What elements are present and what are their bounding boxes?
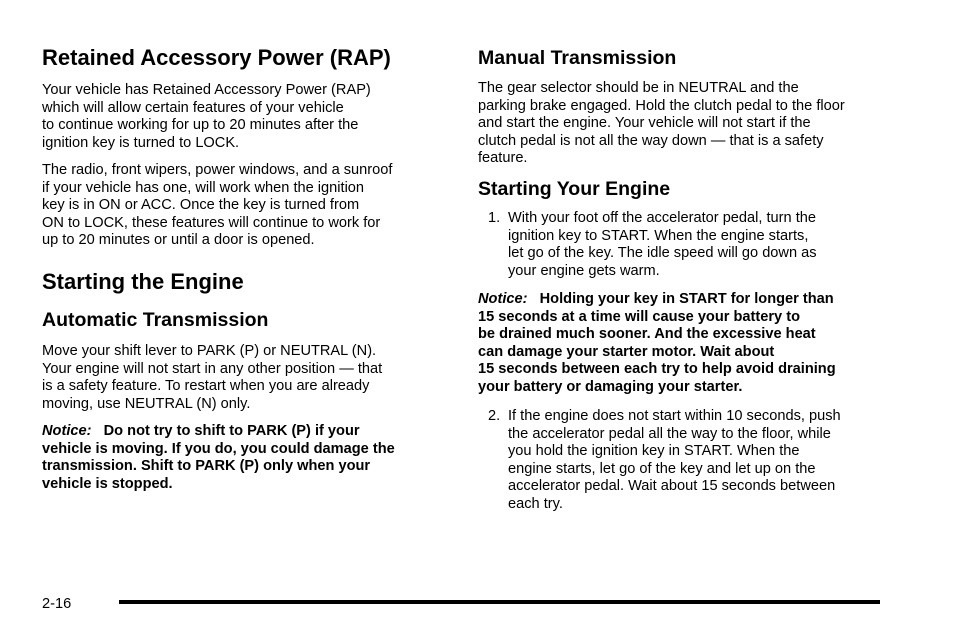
text-line: be drained much sooner. And the excessive heat [478,326,816,343]
text-line: 15 seconds between each try to help avoid draining [478,361,836,378]
text-line: Your engine will not start in any other position — that [42,360,383,377]
text-line: if your vehicle has one, will work when the ignition [42,179,365,196]
text-line [478,291,836,309]
text-line: can damage your starter motor. Wait about [478,343,775,360]
text-line: ignition key is turned to LOCK. [42,134,240,151]
starting-notice [478,291,836,397]
step-number: 1. [488,210,501,226]
text-line: let go of the key. The idle speed will go down as [508,245,817,262]
text-line: engine starts, let go of the key and let up on the [508,460,816,477]
text-line: your engine gets warm. [508,262,660,279]
text-line: up to 20 minutes or until a door is opened. [42,232,315,249]
notice-label: Notice: [478,291,528,307]
text-line: vehicle is stopped. [42,475,173,492]
text-line: accelerator pedal. Wait about 15 seconds between [508,478,836,495]
text-line: Move your shift lever to PARK (P) or NEUTRAL (N). [42,343,377,359]
text-line: your battery or damaging your starter. [478,378,743,395]
text-line: 15 seconds at a time will cause your battery to [478,308,800,325]
automatic-transmission-heading: Automatic Transmission [42,309,269,331]
rap-paragraph-2 [42,162,392,250]
footer-rule [119,600,880,604]
text-line: ON to LOCK, these features will continue to work for [42,214,381,231]
notice-label: Notice: [42,423,92,439]
text-line: The radio, front wipers, power windows, and a sunroof [42,162,393,178]
manual-paragraph [478,80,845,168]
text-line: you hold the ignition key in START. When the [508,443,800,460]
notice-text: Holding your key in START for longer than [539,291,834,307]
text-line: to continue working for up to 20 minutes after the [42,117,359,134]
text-line: If the engine does not start within 10 seconds, push [508,408,841,424]
automatic-paragraph [42,343,382,413]
rap-heading: Retained Accessory Power (RAP) [42,45,391,70]
rap-paragraph-1 [42,82,371,152]
text-line [42,423,395,441]
text-line: The gear selector should be in NEUTRAL and the [478,80,799,96]
page-number: 2-16 [42,596,72,612]
text-line: which will allow certain features of your vehicle [42,99,344,116]
text-line: each try. [508,495,563,512]
text-line: the accelerator pedal all the way to the floor, while [508,425,831,442]
text-line: feature. [478,150,528,167]
text-line: transmission. Shift to PARK (P) only when your [42,458,371,475]
text-line: parking brake engaged. Hold the clutch pedal to the floor [478,97,845,114]
text-line: clutch pedal is not all the way down — that is a safety [478,132,824,149]
step-number: 2. [488,408,501,424]
text-line: ignition key to START. When the engine starts, [508,227,809,244]
manual-transmission-heading: Manual Transmission [478,47,677,69]
notice-text: Do not try to shift to PARK (P) if your [103,423,360,439]
text-line: With your foot off the accelerator pedal, turn the [508,210,816,226]
step-text [508,408,841,514]
starting-your-engine-heading: Starting Your Engine [478,178,671,200]
text-line: vehicle is moving. If you do, you could damage the [42,440,395,457]
step-text [508,210,817,280]
text-line: is a safety feature. To restart when you are already [42,378,370,395]
text-line: key is in ON or ACC. Once the key is turned from [42,197,360,214]
text-line: and start the engine. Your vehicle will not start if the [478,115,811,132]
text-line: moving, use NEUTRAL (N) only. [42,395,251,412]
text-line: Your vehicle has Retained Accessory Power (RAP) [42,82,371,98]
automatic-notice [42,423,395,493]
starting-engine-heading: Starting the Engine [42,269,244,294]
